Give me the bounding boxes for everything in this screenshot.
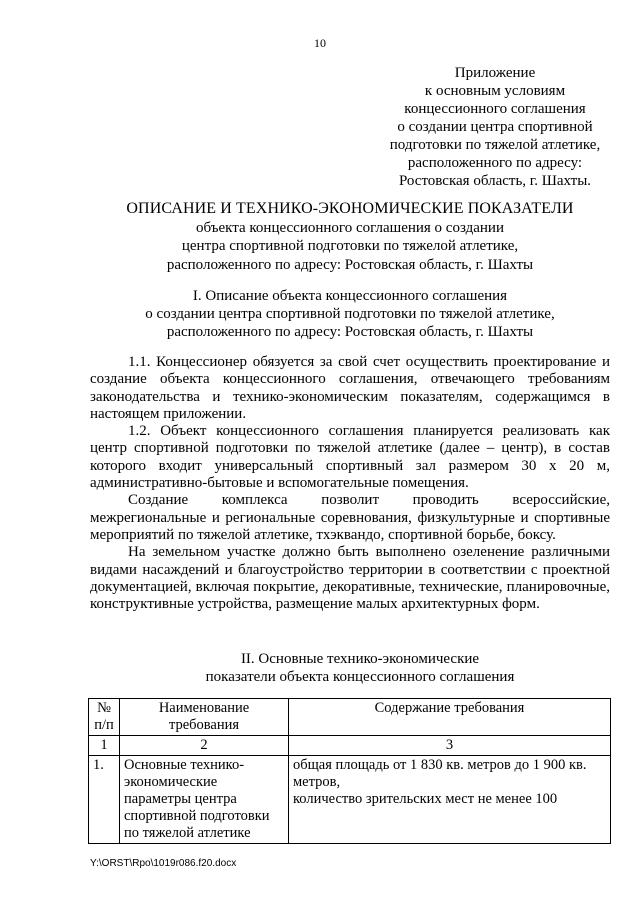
index-cell: 3 — [289, 736, 611, 756]
index-cell: 1 — [89, 736, 120, 756]
appendix-line: расположенного по адресу: — [407, 155, 583, 171]
paragraph: 1.2. Объект концессионного соглашения планируется реализовать как центр спортивной подготовки по тяжелой атлетике (далее – центр), в состав которого входит универсальный спортивный зал размером 30 х 20 м, административно-бытовые и вспомогательные помещения. — [90, 423, 610, 492]
appendix-header — [360, 64, 630, 190]
header-cell-name: Наименование требования — [120, 699, 289, 736]
row-name-cell: Основные технико-экономические параметры центра спортивной подготовки по тяжелой атлетике — [120, 756, 289, 844]
section-heading-line: I. Описание объекта концессионного соглашения — [192, 288, 508, 304]
table-index-row — [89, 736, 611, 756]
file-path-footer: Y:\ORST\Rpo\1019r086.f20.docx — [90, 858, 237, 869]
document-title-line: объекта концессионного соглашения о создании — [196, 219, 504, 236]
paragraph: 1.1. Концессионер обязуется за свой счет осуществить проектирование и создание объекта концессионного соглашения, отвечающего требованиям законодательства и технико-экономическим показателям, содержащимся в настоящем приложении. — [90, 354, 610, 422]
appendix-line: концессионного соглашения — [404, 101, 586, 117]
page-number: 10 — [314, 36, 326, 50]
appendix-line: о создании центра спортивной — [397, 119, 593, 135]
document-title — [60, 200, 640, 274]
paragraph: На земельном участке должно быть выполнено озеленение различными видами насаждений и благоустройство территории в соответствии с проектной документацией, включая покрытие, декоративные, технические, планировочные, конструктивные устройства, размещение малых архитектурных форм. — [90, 544, 610, 613]
section-heading-line: расположенного по адресу: Ростовская область, г. Шахты — [166, 323, 534, 340]
content-line: общая площадь от 1 830 кв. метров до 1 900 кв. метров, — [293, 757, 587, 790]
document-title-line: расположенного по адресу: Ростовская область, г. Шахты — [166, 256, 534, 273]
appendix-line: Приложение — [454, 65, 536, 81]
requirements-table — [88, 698, 611, 844]
document-title-line: центра спортивной подготовки по тяжелой атлетике, — [181, 238, 519, 254]
index-cell: 2 — [120, 736, 289, 756]
content-line: количество зрительских мест не менее 100 — [293, 791, 558, 807]
section-1-heading — [60, 288, 640, 341]
appendix-line: Ростовская область, г. Шахты. — [398, 173, 592, 189]
section-1-body — [90, 354, 610, 613]
section-heading-line: II. Основные технико-экономические — [240, 651, 480, 667]
table-row — [89, 756, 611, 844]
row-content-cell — [289, 756, 611, 844]
document-title-main: ОПИСАНИЕ И ТЕХНИКО-ЭКОНОМИЧЕСКИЕ ПОКАЗАТЕЛИ — [126, 200, 574, 217]
row-num-cell: 1. — [89, 756, 120, 844]
header-cell-content: Содержание требования — [289, 699, 611, 736]
table-header-row — [89, 699, 611, 736]
appendix-line: подготовки по тяжелой атлетике, — [389, 137, 601, 153]
section-heading-line: показатели объекта концессионного соглашения — [205, 669, 515, 685]
paragraph: Создание комплекса позволит проводить всероссийские, межрегиональные и региональные соревнования, физкультурные и спортивные мероприятий по тяжелой атлетике, тхэквандо, спортивной борьбе, боксу. — [90, 492, 610, 543]
section-2-heading — [70, 650, 640, 686]
header-cell-num: № п/п — [89, 699, 120, 736]
appendix-line: к основным условиям — [424, 83, 566, 99]
section-heading-line: о создании центра спортивной подготовки по тяжелой атлетике, — [145, 305, 555, 322]
